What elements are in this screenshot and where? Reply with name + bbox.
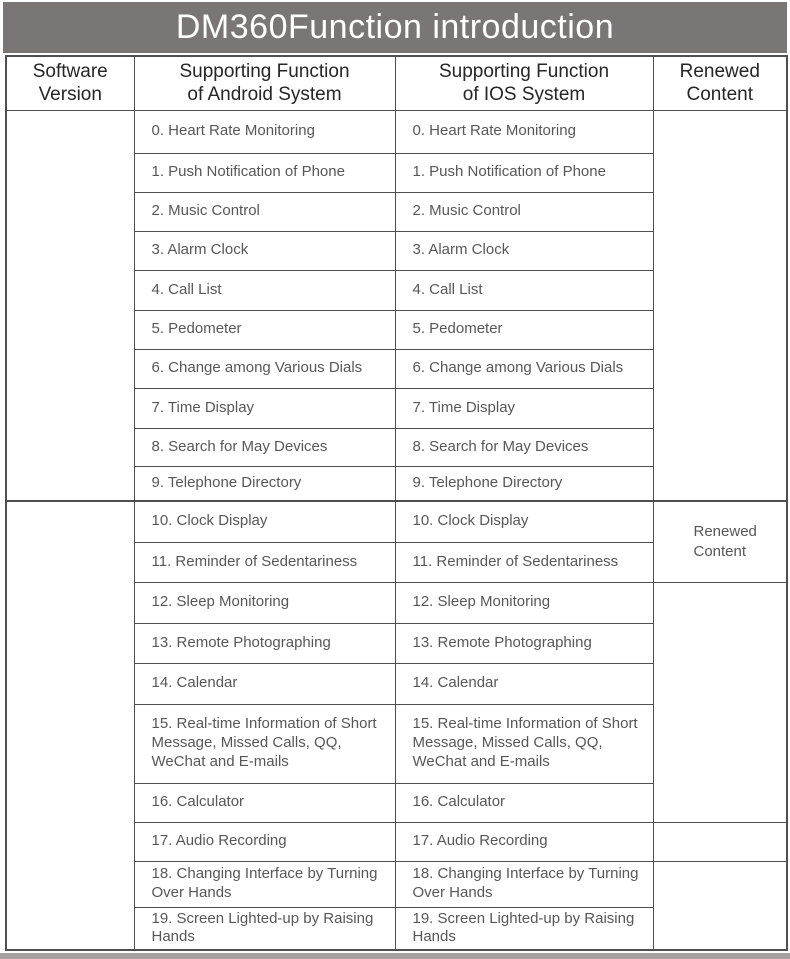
ios-function-cell: 15. Real-time Information of Short Message, Missed Calls, QQ, WeChat and E-mails bbox=[395, 704, 653, 783]
android-function-cell: 14. Calendar bbox=[134, 663, 395, 704]
renewed-content-empty-cell bbox=[653, 822, 787, 861]
ios-function-cell: 9. Telephone Directory bbox=[395, 466, 653, 501]
bottom-strip bbox=[0, 953, 790, 959]
column-header-software-version: Software Version bbox=[6, 56, 134, 110]
ios-function-cell: 8. Search for May Devices bbox=[395, 428, 653, 466]
renewed-content-empty-cell bbox=[653, 582, 787, 822]
ios-function-cell: 0. Heart Rate Monitoring bbox=[395, 110, 653, 153]
software-version-cell-group2 bbox=[6, 501, 134, 950]
android-function-cell: 5. Pedometer bbox=[134, 310, 395, 349]
ios-function-cell: 5. Pedometer bbox=[395, 310, 653, 349]
ios-function-cell: 3. Alarm Clock bbox=[395, 231, 653, 270]
ios-function-cell: 19. Screen Lighted-up by Raising Hands bbox=[395, 907, 653, 950]
android-function-cell: 6. Change among Various Dials bbox=[134, 349, 395, 388]
android-function-cell: 7. Time Display bbox=[134, 388, 395, 428]
ios-function-cell: 11. Reminder of Sedentariness bbox=[395, 542, 653, 582]
title-band bbox=[3, 2, 787, 53]
ios-function-cell: 14. Calendar bbox=[395, 663, 653, 704]
table-row bbox=[6, 110, 787, 153]
android-function-cell: 10. Clock Display bbox=[134, 501, 395, 542]
android-function-cell: 3. Alarm Clock bbox=[134, 231, 395, 270]
android-function-cell: 0. Heart Rate Monitoring bbox=[134, 110, 395, 153]
android-function-cell: 13. Remote Photographing bbox=[134, 623, 395, 663]
software-version-cell-group1 bbox=[6, 110, 134, 501]
column-header-renewed: Renewed Content bbox=[653, 56, 787, 110]
renewed-content-cell: Renewed Content bbox=[653, 501, 787, 582]
renewed-content-cell-group1 bbox=[653, 110, 787, 501]
android-function-cell: 9. Telephone Directory bbox=[134, 466, 395, 501]
ios-function-cell: 17. Audio Recording bbox=[395, 822, 653, 861]
ios-function-cell: 18. Changing Interface by Turning Over Hands bbox=[395, 861, 653, 907]
ios-function-cell: 4. Call List bbox=[395, 270, 653, 310]
ios-function-cell: 12. Sleep Monitoring bbox=[395, 582, 653, 623]
android-function-cell: 16. Calculator bbox=[134, 783, 395, 822]
page-title: DM360Function introduction bbox=[175, 8, 615, 46]
header-row bbox=[6, 56, 787, 110]
column-header-ios: Supporting Function of IOS System bbox=[395, 56, 653, 110]
android-function-cell: 17. Audio Recording bbox=[134, 822, 395, 861]
android-function-cell: 19. Screen Lighted-up by Raising Hands bbox=[134, 907, 395, 950]
ios-function-cell: 10. Clock Display bbox=[395, 501, 653, 542]
ios-function-cell: 16. Calculator bbox=[395, 783, 653, 822]
column-header-android: Supporting Function of Android System bbox=[134, 56, 395, 110]
android-function-cell: 15. Real-time Information of Short Message, Missed Calls, QQ, WeChat and E-mails bbox=[134, 704, 395, 783]
ios-function-cell: 2. Music Control bbox=[395, 192, 653, 231]
android-function-cell: 12. Sleep Monitoring bbox=[134, 582, 395, 623]
renewed-content-empty-cell bbox=[653, 861, 787, 950]
ios-function-cell: 1. Push Notification of Phone bbox=[395, 153, 653, 192]
ios-function-cell: 6. Change among Various Dials bbox=[395, 349, 653, 388]
ios-function-cell: 7. Time Display bbox=[395, 388, 653, 428]
ios-function-cell: 13. Remote Photographing bbox=[395, 623, 653, 663]
table-row bbox=[6, 501, 787, 542]
android-function-cell: 1. Push Notification of Phone bbox=[134, 153, 395, 192]
function-table bbox=[5, 55, 788, 951]
android-function-cell: 8. Search for May Devices bbox=[134, 428, 395, 466]
android-function-cell: 2. Music Control bbox=[134, 192, 395, 231]
android-function-cell: 11. Reminder of Sedentariness bbox=[134, 542, 395, 582]
android-function-cell: 18. Changing Interface by Turning Over Hands bbox=[134, 861, 395, 907]
android-function-cell: 4. Call List bbox=[134, 270, 395, 310]
